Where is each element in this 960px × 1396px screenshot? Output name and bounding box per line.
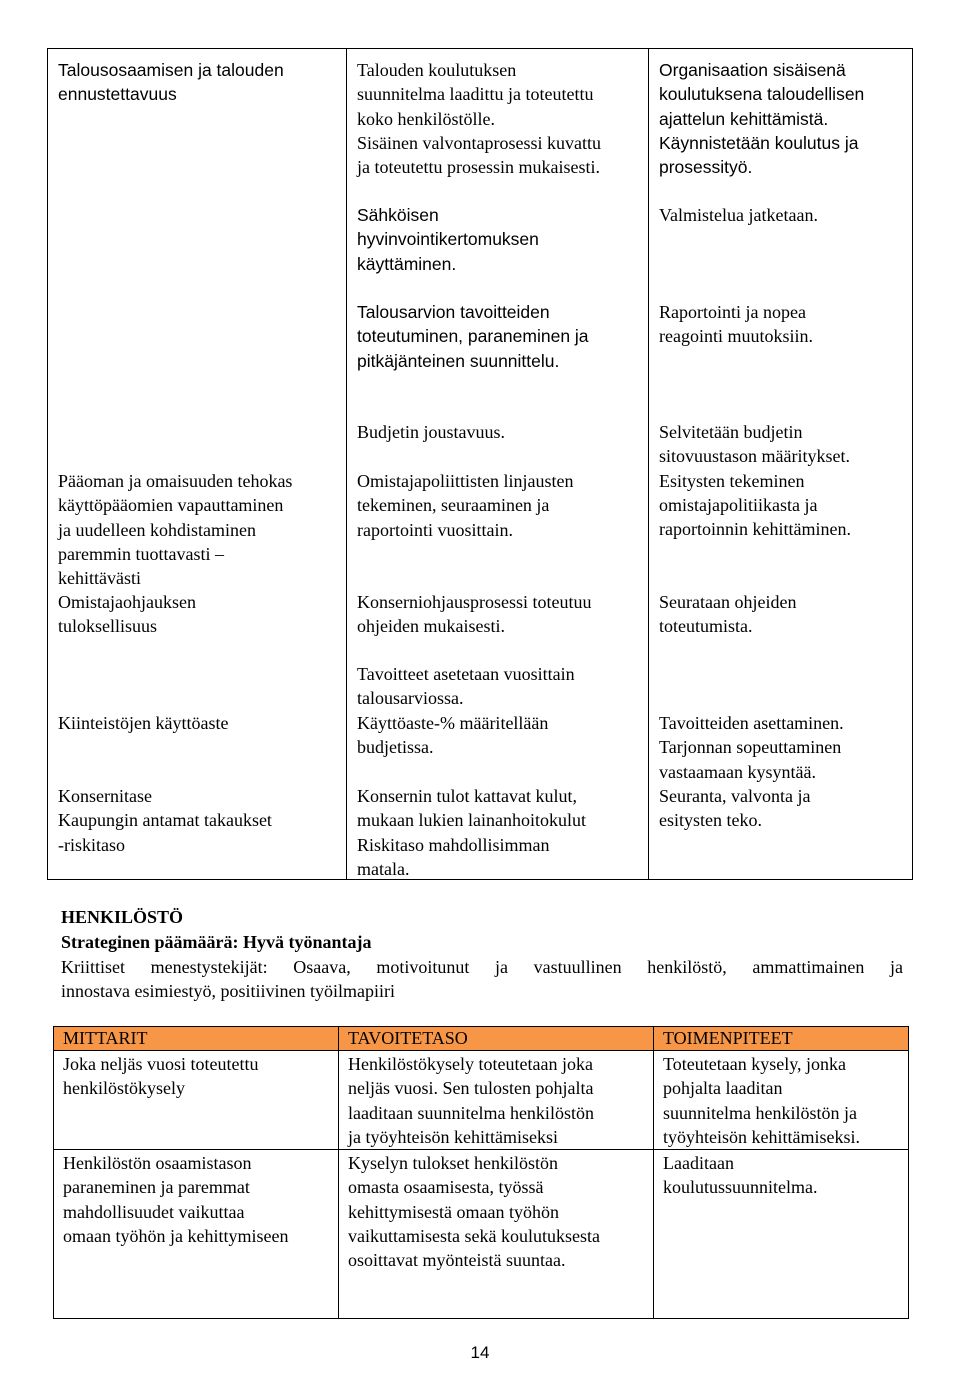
cell-text: Joka neljäs vuosi toteutettu henkilöstökysely — [63, 1054, 259, 1099]
measure-cell: Pääoman ja omaisuuden tehokas käyttöpääomien vapauttaminen ja uudelleen kohdistaminen paremmin tuottavasti – kehittävästi — [58, 471, 293, 589]
table-header-row — [54, 1027, 909, 1051]
action-cell: Raportointi ja nopea reagointi muutoksiin. — [659, 302, 813, 347]
target-cell: Talouden koulutuksen suunnitelma laadittu ja toteutettu koko henkilöstölle. Sisäinen valvontaprosessi kuvattu ja toteutettu prosessin mukaisesti. — [357, 60, 601, 178]
measure-cell: Kiinteistöjen käyttöaste — [58, 713, 229, 733]
target-cell: Talousarvion tavoitteiden toteutuminen, paraneminen ja pitkäjänteinen suunnittelu. — [357, 302, 589, 371]
target-cell: Sähköisen hyvinvointikertomuksen käyttäminen. — [357, 205, 539, 274]
critical-factors-line: Kriittiset menestystekijät: Osaava, motivoitunut ja vastuullinen henkilöstö, ammattimainen ja — [61, 957, 903, 977]
action-cell: Seurataan ohjeiden toteutumista. — [659, 592, 797, 637]
target-cell: Omistajapoliittisten linjausten tekeminen, seuraaminen ja raportointi vuosittain. — [357, 471, 574, 540]
table-cell — [339, 1150, 654, 1319]
cell-text: Laaditaan koulutussuunnitelma. — [663, 1153, 818, 1198]
action-cell: Seuranta, valvonta ja esitysten teko. — [659, 786, 811, 831]
strategic-goal: Strateginen päämäärä: Hyvä työnantaja — [61, 932, 372, 952]
measure-cell: Omistajaohjauksen tuloksellisuus — [58, 592, 196, 637]
table-cell — [54, 1150, 339, 1319]
table-cell — [654, 1051, 909, 1150]
table-row — [54, 1150, 909, 1319]
action-cell: Organisaation sisäisenä koulutuksena taloudellisen ajattelun kehittämistä. Käynnistetään koulutus ja prosessityö. — [659, 60, 865, 178]
cell-text: Henkilöstön osaamistason paraneminen ja paremmat mahdollisuudet vaikuttaa omaan työhön ja kehittymiseen — [63, 1153, 289, 1247]
measure-cell: Talousosaamisen ja talouden ennustettavuus — [58, 60, 284, 105]
action-cell: Tavoitteiden asettaminen. Tarjonnan sopeuttaminen vastaamaan kysyntää. — [659, 713, 844, 782]
action-cell: Selvitetään budjetin sitovuustason määritykset. Esitysten tekeminen omistajapolitiikasta ja raportoinnin kehittäminen. — [659, 422, 851, 540]
page-number: 14 — [470, 1343, 490, 1362]
cell-text: Henkilöstökysely toteutetaan joka neljäs vuosi. Sen tulosten pohjalta laaditaan suunnitelma henkilöstön ja työyhteisön kehittämiseksi — [348, 1054, 594, 1147]
cell-text: Toteutetaan kysely, jonka pohjalta laaditan suunnitelma henkilöstön ja työyhteisön kehittämiseksi. — [663, 1054, 860, 1147]
column-divider — [648, 48, 649, 880]
column-header: MITTARIT — [54, 1027, 339, 1051]
target-cell: Konserniohjausprosessi toteutuu ohjeiden mukaisesti. — [357, 592, 592, 637]
table-cell — [654, 1150, 909, 1319]
critical-factors-line: innostava esimiestyö, positiivinen työilmapiiri — [61, 981, 395, 1001]
target-cell: Budjetin joustavuus. — [357, 422, 505, 442]
table-row — [54, 1051, 909, 1150]
table-cell — [339, 1051, 654, 1150]
target-cell: Tavoitteet asetetaan vuosittain talousarviossa. Käyttöaste-% määritellään budjetissa. — [357, 664, 575, 757]
cell-text: Kyselyn tulokset henkilöstön omasta osaamisesta, työssä kehittymisestä omaan työhön vaikuttamisesta sekä koulutuksesta osoittavat myönteistä suuntaa. — [348, 1153, 600, 1271]
measure-cell: Konsernitase Kaupungin antamat takaukset -riskitaso — [58, 786, 272, 855]
column-header: TOIMENPITEET — [654, 1027, 909, 1051]
action-cell: Valmistelua jatketaan. — [659, 205, 818, 225]
column-divider — [346, 48, 347, 880]
target-cell: Konsernin tulot kattavat kulut, mukaan lukien lainanhoitokulut Riskitaso mahdollisimman matala. — [357, 786, 586, 879]
column-header: TAVOITETASO — [339, 1027, 654, 1051]
section-heading: HENKILÖSTÖ — [61, 907, 184, 927]
personnel-table — [53, 1026, 909, 1319]
table-cell — [54, 1051, 339, 1150]
